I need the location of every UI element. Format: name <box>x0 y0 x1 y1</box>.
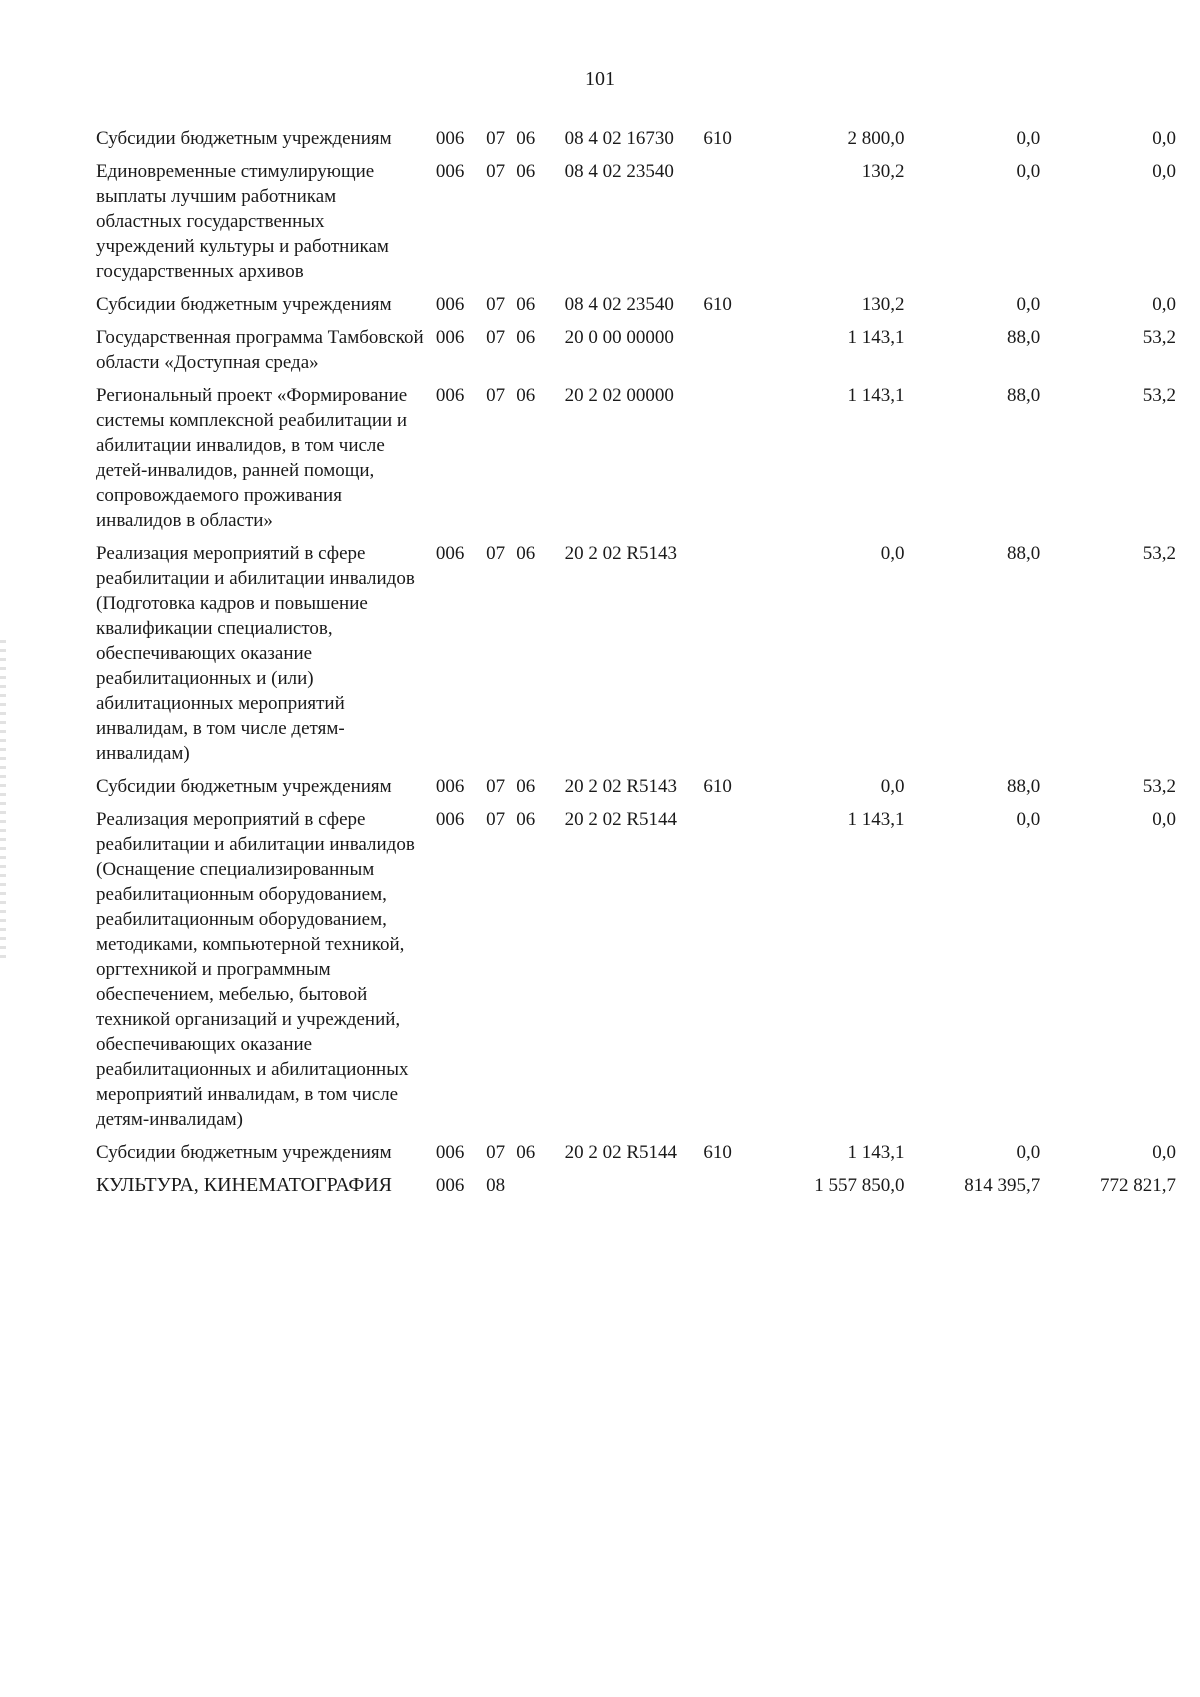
row-expense-type <box>703 541 763 774</box>
row-amount-1: 0,0 <box>880 776 905 797</box>
row-expense-type: 610 <box>703 128 732 149</box>
budget-table-body <box>96 126 1176 1206</box>
row-ved-code: 006 <box>435 385 465 406</box>
row-ved-code: 006 <box>435 1142 465 1163</box>
row-subsection-code: 06 <box>516 1142 536 1163</box>
row-amount-3: 0,0 <box>1152 294 1176 315</box>
table-row <box>96 383 1176 541</box>
row-target-article: 20 2 02 00000 <box>564 385 674 406</box>
row-name: КУЛЬТУРА, КИНЕМАТОГРАФИЯ <box>96 1174 392 1196</box>
table-row <box>96 325 1176 383</box>
row-target-article <box>565 1173 704 1206</box>
row-name: Региональный проект «Формирование системы комплексной реабилитации и абилитации инвалидов, в том числе детей-инвалидов, ранней помощи, сопровождаемого проживания инвалидов в области» <box>96 385 408 531</box>
row-amount-3: 0,0 <box>1152 128 1176 149</box>
row-section-code: 07 <box>486 385 506 406</box>
row-ved-code: 006 <box>435 294 465 315</box>
table-row <box>96 541 1176 774</box>
row-amount-1: 1 143,1 <box>847 1142 905 1163</box>
row-amount-3: 772 821,7 <box>1100 1175 1176 1196</box>
table-row <box>96 159 1176 292</box>
table-row <box>96 292 1176 325</box>
row-name: Субсидии бюджетным учреждениям <box>96 128 392 149</box>
table-row <box>96 774 1176 807</box>
row-name: Субсидии бюджетным учреждениям <box>96 776 392 797</box>
row-expense-type: 610 <box>703 294 732 315</box>
row-amount-2: 88,0 <box>1006 385 1041 406</box>
row-amount-1: 1 143,1 <box>847 385 905 406</box>
row-expense-type <box>703 159 763 292</box>
row-target-article: 08 4 02 23540 <box>564 294 674 315</box>
row-expense-type <box>703 1173 763 1206</box>
row-amount-2: 88,0 <box>1006 776 1041 797</box>
row-expense-type <box>703 383 763 541</box>
row-amount-2: 0,0 <box>1016 128 1041 149</box>
row-subsection-code: 06 <box>516 128 536 149</box>
row-amount-3: 53,2 <box>1142 327 1176 348</box>
row-amount-1: 1 143,1 <box>847 809 905 830</box>
row-name: Государственная программа Тамбовской области «Доступная среда» <box>96 327 424 373</box>
row-name: Реализация мероприятий в сфере реабилитации и абилитации инвалидов (Оснащение специализированным реабилитационным оборудованием, реабилитационным оборудованием, методиками, компьютерной техникой, оргтехникой и программным обеспечением, мебелью, бытовой техникой организаций и учреждений, обеспечивающих оказание реабилитационных и абилитационных мероприятий инвалидам, в том числе детям-инвалидам) <box>96 809 415 1130</box>
row-name: Единовременные стимулирующие выплаты лучшим работникам областных государственных учреждений культуры и работникам государственных архивов <box>96 161 389 282</box>
row-amount-1: 130,2 <box>861 161 905 182</box>
row-target-article: 20 0 00 00000 <box>564 327 674 348</box>
table-row <box>96 126 1176 159</box>
row-ved-code: 006 <box>435 776 465 797</box>
row-amount-3: 53,2 <box>1142 776 1176 797</box>
table-row <box>96 807 1176 1140</box>
table-row <box>96 1140 1176 1173</box>
row-expense-type <box>703 325 763 383</box>
row-target-article: 08 4 02 23540 <box>564 161 674 182</box>
row-amount-1: 130,2 <box>861 294 905 315</box>
row-amount-3: 0,0 <box>1152 809 1176 830</box>
row-section-code: 07 <box>486 294 506 315</box>
row-subsection-code: 06 <box>516 294 536 315</box>
scan-edge-artifact <box>0 640 6 960</box>
row-amount-1: 0,0 <box>880 543 905 564</box>
row-section-code: 07 <box>486 1142 506 1163</box>
row-expense-type: 610 <box>703 776 732 797</box>
row-amount-2: 88,0 <box>1006 327 1041 348</box>
row-subsection-code <box>516 1173 564 1206</box>
row-section-code: 07 <box>486 161 506 182</box>
row-amount-3: 0,0 <box>1152 1142 1176 1163</box>
row-amount-1: 1 143,1 <box>847 327 905 348</box>
row-subsection-code: 06 <box>516 161 536 182</box>
row-amount-2: 0,0 <box>1016 161 1041 182</box>
row-ved-code: 006 <box>435 809 465 830</box>
row-ved-code: 006 <box>435 128 465 149</box>
row-section-code: 08 <box>486 1175 506 1196</box>
row-subsection-code: 06 <box>516 385 536 406</box>
row-section-code: 07 <box>486 776 506 797</box>
row-target-article: 20 2 02 R5143 <box>564 776 677 797</box>
row-amount-2: 814 395,7 <box>964 1175 1041 1196</box>
row-section-code: 07 <box>486 543 506 564</box>
row-section-code: 07 <box>486 809 506 830</box>
row-target-article: 20 2 02 R5143 <box>564 543 677 564</box>
row-amount-1: 2 800,0 <box>847 128 905 149</box>
table-row <box>96 1173 1176 1206</box>
row-amount-3: 0,0 <box>1152 161 1176 182</box>
row-amount-2: 88,0 <box>1006 543 1041 564</box>
page-number: 101 <box>585 68 615 90</box>
row-amount-3: 53,2 <box>1142 543 1176 564</box>
row-target-article: 20 2 02 R5144 <box>564 1142 677 1163</box>
row-amount-2: 0,0 <box>1016 809 1041 830</box>
row-section-code: 07 <box>486 327 506 348</box>
row-name: Субсидии бюджетным учреждениям <box>96 1142 392 1163</box>
row-target-article: 08 4 02 16730 <box>564 128 674 149</box>
row-subsection-code: 06 <box>516 327 536 348</box>
row-subsection-code: 06 <box>516 809 536 830</box>
row-amount-1: 1 557 850,0 <box>814 1175 905 1196</box>
row-ved-code: 006 <box>435 161 465 182</box>
row-expense-type: 610 <box>703 1142 732 1163</box>
row-ved-code: 006 <box>435 327 465 348</box>
row-subsection-code: 06 <box>516 543 536 564</box>
row-section-code: 07 <box>486 128 506 149</box>
row-name: Субсидии бюджетным учреждениям <box>96 294 392 315</box>
row-expense-type <box>703 807 763 1140</box>
row-target-article: 20 2 02 R5144 <box>564 809 677 830</box>
row-amount-2: 0,0 <box>1016 1142 1041 1163</box>
row-subsection-code: 06 <box>516 776 536 797</box>
row-ved-code: 006 <box>435 1175 465 1196</box>
budget-table <box>96 126 1176 1206</box>
row-name: Реализация мероприятий в сфере реабилитации и абилитации инвалидов (Подготовка кадров и повышение квалификации специалистов, обеспечивающих оказание реабилитационных и (или) абилитационных мероприятий инвалидам, в том числе детям-инвалидам) <box>96 543 415 764</box>
row-amount-3: 53,2 <box>1142 385 1176 406</box>
row-ved-code: 006 <box>435 543 465 564</box>
row-amount-2: 0,0 <box>1016 294 1041 315</box>
